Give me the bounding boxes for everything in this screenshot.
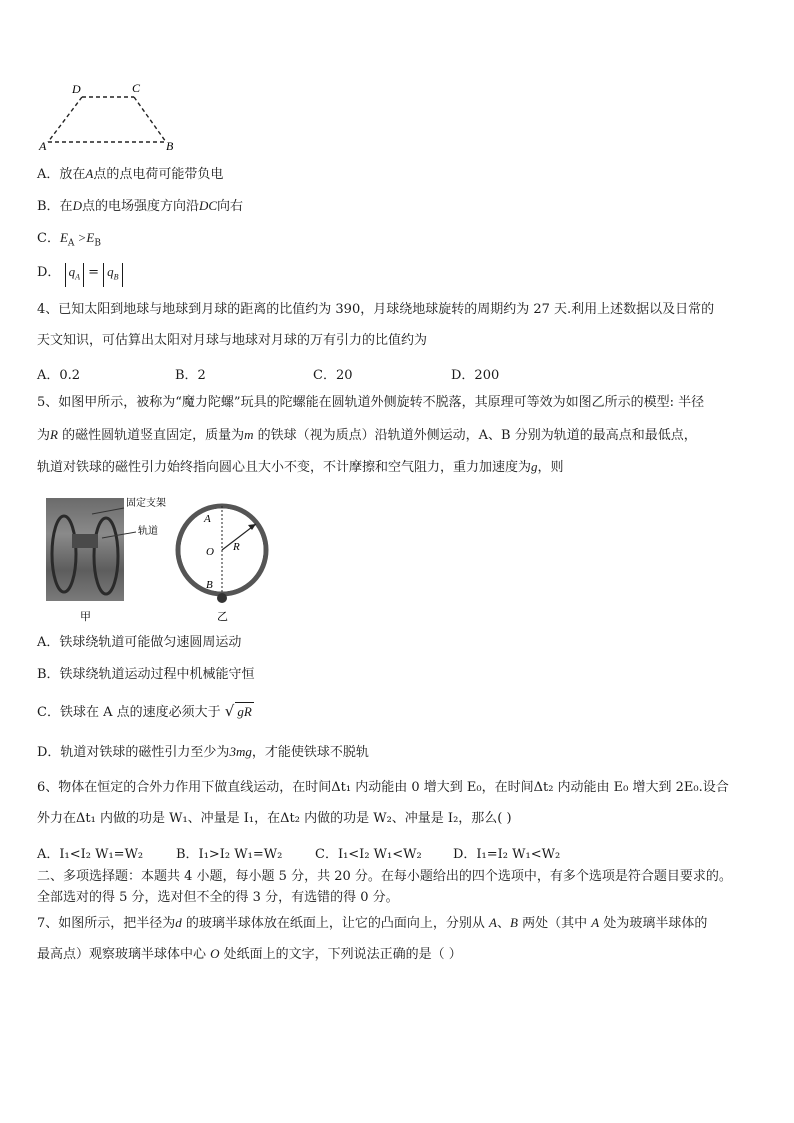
q4-stem-line2: 天文知识，可估算出太阳对月球与地球对月球的万有引力的比值约为 (37, 333, 428, 348)
q5-diagram (42, 494, 292, 624)
q5-option-b: B．铁球绕轨道运动过程中机械能守恒 (37, 667, 255, 682)
section2-heading-line2: 全部选对的得 5 分，选对但不全的得 3 分，有选错的得 0 分。 (37, 890, 399, 905)
q7-stem-line2: 最高点）观察玻璃半球体中心 O 处纸面上的文字，下列说法正确的是（ ） (37, 946, 462, 962)
q4-option-a: A．0.2 (37, 368, 81, 383)
point-b-label: B (166, 139, 174, 152)
point-c-label: C (132, 81, 141, 95)
iron-ball (217, 593, 227, 603)
q6-stem-line2: 外力在Δt₁ 内做的功是 W₁、冲量是 I₁，在Δt₂ 内做的功是 W₂、冲量是 I₂，那么( ) (37, 811, 512, 826)
q3-option-a: A．放在A点的点电荷可能带负电 (37, 166, 224, 182)
q4-option-d: D．200 (451, 368, 500, 383)
point-a-label: A (204, 513, 211, 525)
q6-option-b: B．I₁>I₂ W₁=W₂ (176, 847, 283, 862)
q3-option-d: D． $q_A = q_B$ (37, 263, 123, 287)
q5-figure (42, 494, 292, 624)
label-fixed-support: 固定支架 (126, 498, 166, 509)
section2-heading-line1: 二、多项选择题：本题共 4 小题，每小题 5 分，共 20 分。在每小题给出的四个选项中，有多个选项是符合题目要求的。 (37, 869, 732, 884)
label-jia: 甲 (80, 610, 91, 623)
label-yi: 乙 (217, 610, 228, 623)
q4-option-b: B．2 (175, 368, 206, 383)
point-a-label: A (39, 139, 47, 152)
q5-stem-line3: 轨道对铁球的磁性引力始终指向圆心且大小不变，不计摩擦和空气阻力，重力加速度为g，则 (37, 459, 564, 475)
point-b-label: B (206, 579, 213, 591)
radius-r-label: R (233, 541, 240, 553)
q6-stem-line1: 6、物体在恒定的合外力作用下做直线运动，在时间Δt₁ 内动能由 0 增大到 E₀，在时间Δt₂ 内动能由 E₀ 增大到 2E₀.设合 (37, 780, 729, 795)
q4-stem-line1: 4、已知太阳到地球与地球到月球的距离的比值约为 390，月球绕地球旋转的周期约为 27 天.利用上述数据以及日常的 (37, 302, 715, 317)
trapezoid-figure (36, 80, 186, 152)
q3-option-b: B．在D点的电场强度方向沿DC向右 (37, 198, 244, 214)
q6-option-d: D．I₁=I₂ W₁<W₂ (453, 847, 561, 862)
edge-da (48, 97, 82, 142)
center-o-label: O (206, 546, 214, 558)
edge-cb (134, 97, 166, 142)
q5-option-a: A．铁球绕轨道可能做匀速圆周运动 (37, 635, 242, 650)
point-d-label: D (72, 82, 81, 96)
q5-stem-line1: 5、如图甲所示，被称为“魔力陀螺”玩具的陀螺能在圆轨道外侧旋转不脱落，其原理可等效为如图乙所示的模型: 半径 (37, 395, 705, 410)
q5-option-d: D．轨道对铁球的磁性引力至少为3mg，才能使铁球不脱轨 (37, 744, 369, 760)
label-track: 轨道 (138, 526, 158, 537)
q5-stem-line2: 为R 的磁性圆轨道竖直固定，质量为m 的铁球（视为质点）沿轨道外侧运动，A、B 分别为轨道的最高点和最低点， (37, 427, 697, 443)
q5-option-c: C．铁球在 A 点的速度必须大于 √ gR (37, 702, 252, 720)
q3-option-c: C．$E_A >E_B$ (37, 230, 101, 249)
q4-option-c: C．20 (313, 368, 353, 383)
q7-stem-line1: 7、如图所示，把半径为d 的玻璃半球体放在纸面上，让它的凸面向上，分别从 A、B 两处（其中 A 处为玻璃半球体的 (37, 915, 708, 931)
q6-option-a: A．I₁<I₂ W₁=W₂ (37, 847, 144, 862)
q6-option-c: C．I₁<I₂ W₁<W₂ (315, 847, 422, 862)
